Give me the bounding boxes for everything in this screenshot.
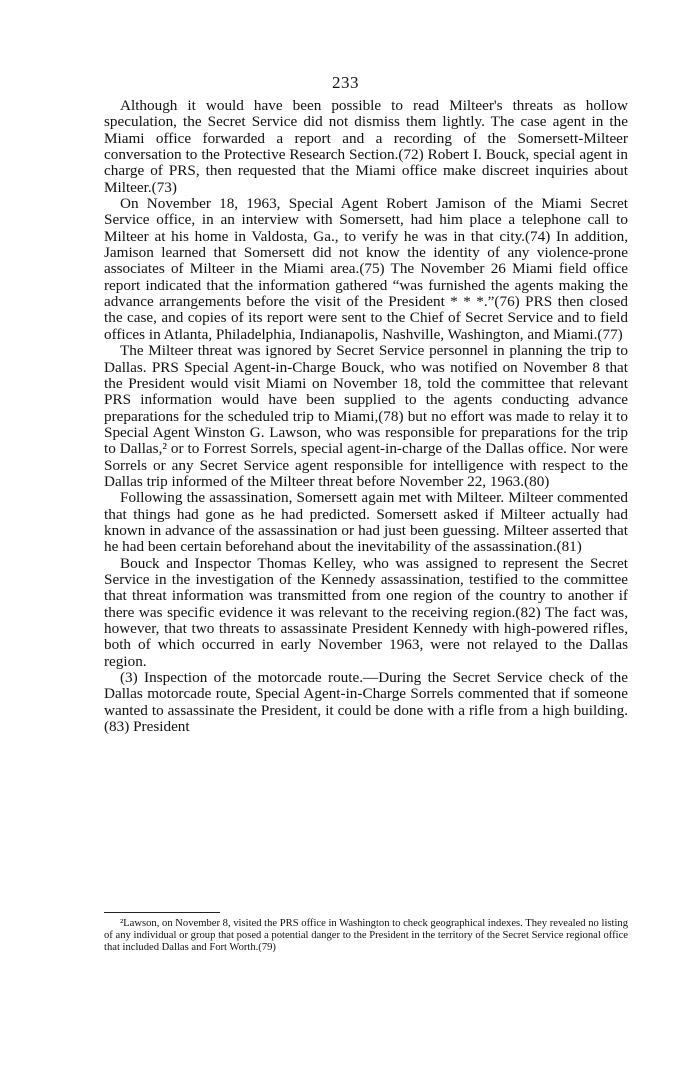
paragraph-post-assassination: Following the assassination, Somersett again met with Milteer. Milteer commented that things had gone as he had predicted. Somersett asked if Milteer actually had known in advance of the assassination or had just been guessing. Milteer asserted that he had been certain beforehand about the inevitability of the assassination.(81) xyxy=(104,489,628,556)
page-number: 233 xyxy=(332,73,359,92)
paragraph-secret-service-response: Although it would have been possible to read Milteer's threats as hollow speculation, the Secret Service did not dismiss them lightly. The case agent in the Miami office forwarded a report and a recording of the Somersett-Milteer conversation to the Protective Research Section.(72) Robert I. Bouck, special agent in charge of PRS, then requested that the Miami office make discreet inquiries about Milteer.(73) xyxy=(104,97,628,196)
footnote-divider xyxy=(104,912,220,913)
body-text xyxy=(104,98,628,735)
footnote: ²Lawson, on November 8, visited the PRS office in Washington to check geographical indexes. They revealed no listing of any individual or group that posed a potential danger to the President in the territory of the Secret Service regional office that included Dallas and Fort Worth.(79) xyxy=(104,918,628,953)
paragraph-jamison-interview: On November 18, 1963, Special Agent Robert Jamison of the Miami Secret Service office, in an interview with Somersett, had him place a telephone call to Milteer at his home in Valdosta, Ga., to verify he was in that city.(74) In addition, Jamison learned that Somersett did not know the identity of any violence-prone associates of Milteer in the Miami area.(75) The November 26 Miami field office report indicated that the information gathered “was furnished the agents making the advance arrangements before the visit of the President * * *.”(76) PRS then closed the case, and copies of its report were sent to the Chief of Secret Service and to field offices in Atlanta, Philadelphia, Indianapolis, Nashville, Washington, and Miami.(77) xyxy=(104,195,628,343)
paragraph-threat-ignored: The Milteer threat was ignored by Secret Service personnel in planning the trip to Dallas. PRS Special Agent-in-Charge Bouck, who was notified on November 8 that the President would visit Miami on November 18, told the committee that relevant PRS information would have been supplied to the agents conducting advance preparations for the scheduled trip to Miami,(78) but no effort was made to relay it to Special Agent Winston G. Lawson, who was responsible for preparations for the trip to Dallas,² or to Forrest Sorrels, special agent-in-charge of the Dallas office. Nor were Sorrels or any Secret Service agent responsible for intelligence with respect to the Dallas trip informed of the Milteer threat before November 22, 1963.(80) xyxy=(104,342,628,490)
paragraph-motorcade-route: (3) Inspection of the motorcade route.—During the Secret Service check of the Dallas motorcade route, Special Agent-in-Charge Sorrels commented that if someone wanted to assassinate the President, it could be done with a rifle from a high building.(83) President xyxy=(104,669,628,736)
paragraph-threat-transmission: Bouck and Inspector Thomas Kelley, who was assigned to represent the Secret Service in the investigation of the Kennedy assassination, testified to the committee that threat information was transmitted from one region of the country to another if there was specific evidence it was relevant to the receiving region.(82) The fact was, however, that two threats to assassinate President Kennedy with high-powered rifles, both of which occurred in early November 1963, were not relayed to the Dallas region. xyxy=(104,554,628,670)
